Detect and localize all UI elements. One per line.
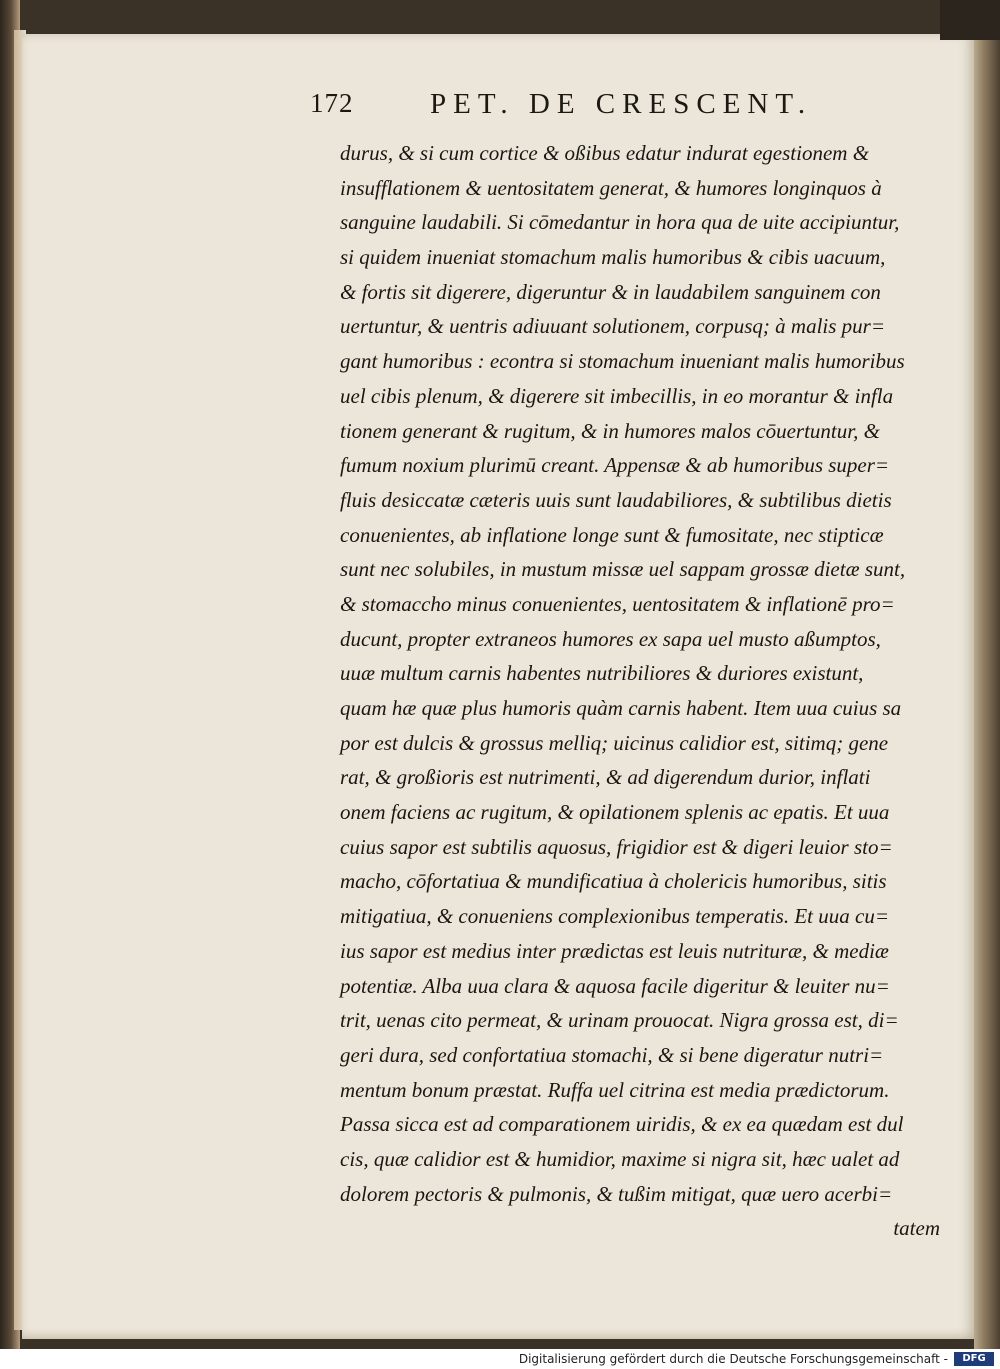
text-line: & fortis sit digerere, digeruntur & in laudabilem sanguinem con xyxy=(340,279,881,304)
text-line: conuenientes, ab inflatione longe sunt & fumositate, nec stipticæ xyxy=(340,522,884,547)
body-text xyxy=(340,136,960,1246)
text-line: si quidem inueniat stomachum malis humoribus & cibis uacuum, xyxy=(340,245,886,270)
text-line: por est dulcis & grossus melliq; uicinus calidior est, sitimq; gene xyxy=(340,730,889,755)
text-line: fumum noxium plurimū creant. Appensæ & ab humoribus super= xyxy=(340,453,890,478)
text-line: cuius sapor est subtilis aquosus, frigidior est & digeri leuior sto= xyxy=(340,834,893,859)
text-line: & stomaccho minus conuenientes, uentositatem & inflationē pro= xyxy=(340,591,895,616)
text-line: sanguine laudabili. Si cōmedantur in hora qua de uite accipiuntur, xyxy=(340,210,900,235)
text-line: ius sapor est medius inter prædictas est leuis nutrituræ, & mediæ xyxy=(340,938,889,963)
text-line: Passa sicca est ad comparationem uiridis, & ex ea quædam est dul xyxy=(340,1112,904,1137)
text-line: trit, uenas cito permeat, & urinam prouocat. Nigra grossa est, di= xyxy=(340,1008,899,1033)
catchword: tatem xyxy=(893,1216,940,1241)
dfg-logo: DFG xyxy=(954,1352,994,1366)
digitization-footer xyxy=(0,1349,1000,1369)
text-line: dolorem pectoris & pulmonis, & tußim mitigat, quæ uero acerbi= xyxy=(340,1181,893,1206)
text-line: insufflationem & uentositatem generat, & humores longinquos à xyxy=(340,175,882,200)
text-line: gant humoribus : econtra si stomachum inueniant malis humoribus xyxy=(340,349,905,374)
text-line: quam hæ quæ plus humoris quàm carnis habent. Item uua cuius sa xyxy=(340,696,902,720)
text-line: rat, & großioris est nutrimenti, & ad digerendum durior, inflati xyxy=(340,765,871,790)
page-fore-edge xyxy=(974,20,1000,1349)
page-number: 172 xyxy=(310,88,354,118)
text-line: durus, & si cum cortice & oßibus edatur indurat egestionem & xyxy=(340,141,870,165)
text-line: mentum bonum præstat. Ruffa uel citrina est media prædictorum. xyxy=(340,1077,890,1102)
text-line: uel cibis plenum, & digerere sit imbecillis, in eo morantur & infla xyxy=(340,383,894,408)
text-line: onem faciens ac rugitum, & opilationem splenis ac epatis. Et uua xyxy=(340,800,890,825)
text-line: mitigatiua, & conueniens complexionibus temperatis. Et uua cu= xyxy=(340,904,890,929)
text-line: sunt nec solubiles, in mustum missæ uel sappam grossæ dietæ sunt, xyxy=(340,557,906,582)
scan-background-corner xyxy=(940,0,1000,40)
text-line: tionem generant & rugitum, & in humores malos cōuertuntur, & xyxy=(340,418,880,443)
text-line: geri dura, sed confortatiua stomachi, & si bene digeratur nutri= xyxy=(340,1042,884,1067)
running-head xyxy=(290,88,870,128)
text-line: cis, quæ calidior est & humidior, maxime si nigra sit, hæc ualet ad xyxy=(340,1146,900,1171)
text-line: uuæ multum carnis habentes nutribiliores & duriores existunt, xyxy=(340,661,864,686)
text-line: macho, cōfortatiua & mundificatiua à cholericis humoribus, sitis xyxy=(340,869,887,894)
text-line: ducunt, propter extraneos humores ex sapa uel musto aßumptos, xyxy=(340,626,881,651)
text-line: fluis desiccatæ cæteris uuis sunt laudabiliores, & subtilibus dietis xyxy=(340,487,892,512)
funding-credit: Digitalisierung gefördert durch die Deutsche Forschungsgemeinschaft - xyxy=(518,1352,948,1366)
text-line: uertuntur, & uentris adiuuant solutionem, corpusq; à malis pur= xyxy=(340,314,886,339)
text-line: potentiæ. Alba uua clara & aquosa facile digeritur & leuiter nu= xyxy=(340,973,890,998)
running-head-title: PET. DE CRESCENT. xyxy=(430,88,813,120)
